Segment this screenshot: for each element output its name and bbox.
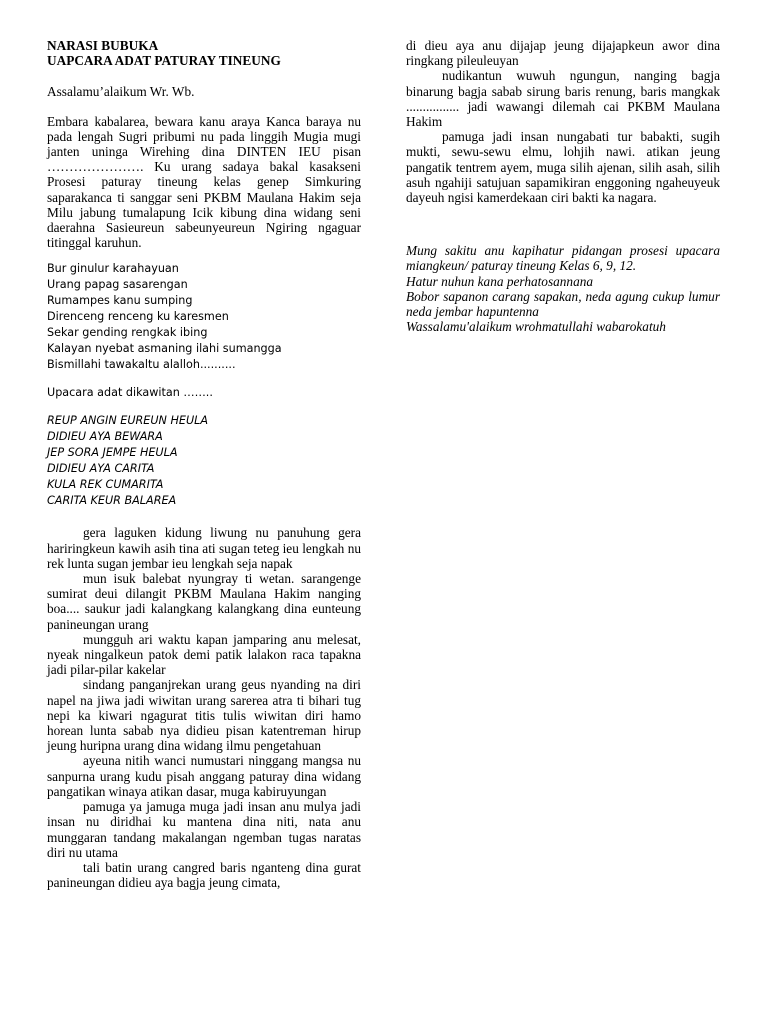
right-column: [406, 38, 720, 334]
title-line-1: NARASI BUBUKA: [47, 38, 159, 53]
intro-paragraph: Embara kabalarea, bewara kanu araya Kanca baraya nu pada lengah Sugri pribumi nu pada linggih Mugia mugi janten uninga Wirehing dina DINTEN IEU pisan …………………. Ku urang sadaya bakal kasakseni Prosesi paturay tineung kelas genep Simkuring saparakanca ti sanggar seni PKBM Maulana Hakim seja Milu jabung tumalapung Icik kibung dina widang seni daerahna Sasieureun sabeunyeureun Ngiring ngaguar titinggal karuhun.: [47, 113, 361, 251]
verse-paragraph: ayeuna nitih wanci numustari ninggang mangsa nu sanpurna urang kudu pisah anggang paturay dina widang pangatikan winaya atikan dasar, muga kabiruyungan: [47, 753, 361, 799]
greeting: Assalamu’alaikum Wr. Wb.: [47, 84, 195, 100]
poem-block: [47, 261, 361, 373]
poem-line: Sekar gending rengkak ibing: [47, 326, 208, 340]
verse-paragraph: nudikantun wuwuh ngungun, nanging bagja binarung bagja sabab sirung baris renung, baris mangkak ................ jadi wawangi dilemah cai PKBM Maulana Hakim: [406, 68, 720, 130]
chant-line: DIDIEU AYA CARITA: [47, 462, 155, 476]
verse-continuation: di dieu aya anu dijajap jeung dijajapkeun awor dina ringkang pileuleuyan: [406, 38, 720, 69]
document-title: [47, 38, 361, 68]
poem-line: Kalayan nyebat asmaning ilahi sumangga: [47, 342, 282, 356]
verse-paragraph: sindang panganjrekan urang geus nyanding na diri napel na jiwa jadi wiwitan urang sarerea atra ti bihari tug nepi ka kiwari ngagurat titis tulis wiwitan diri hamo horean lunta sabab nya didieu pisan katentreman hirup jeung huripna urang dina widang ilmu pengetahuan: [47, 677, 361, 754]
poem-line: Direnceng renceng ku karesmen: [47, 310, 229, 324]
closing-line: Bobor sapanon carang sapakan, neda agung cukup lumur neda jembar hapuntenna: [406, 288, 720, 320]
closing-line: Wassalamu'alaikum wrohmatullahi wabarokatuh: [406, 319, 666, 335]
chant-line: REUP ANGIN EUREUN HEULA: [47, 414, 209, 428]
closing-block: [406, 243, 720, 334]
chant-line: DIDIEU AYA BEWARA: [47, 430, 163, 444]
poem-line: Rumampes kanu sumping: [47, 294, 193, 308]
closing-line: Hatur nuhun kana perhatosannana: [406, 273, 594, 289]
closing-paragraph: Mung sakitu anu kapihatur pidangan prosesi upacara miangkeun/ paturay tineung Kelas 6, 9, 12.: [406, 243, 720, 274]
verse-paragraph: pamuga jadi insan nungabati tur babakti, sugih mukti, sewu-sewu elmu, lohjih nawi. atikan jeung pangatik tentrem ayem, muga silih ajenan, silih asah, silih asuh ngahiji satujuan sapamikiran enggoning ngaheuyeuk dayeuh ngisi kamerdekaan ciri bakti ka nagara.: [406, 129, 720, 206]
verse-paragraph: gera laguken kidung liwung nu panuhung gera hariringkeun kawih asih tina ati sugan teteg ieu lengkah nu rek lunta sugan jembar ieu lengkah seja napak: [47, 525, 361, 571]
poem-line: Urang papag sasarengan: [47, 278, 188, 292]
chant-line: CARITA KEUR BALAREA: [47, 494, 177, 508]
verse-paragraph: tali batin urang cangred baris nganteng dina gurat panineungan didieu aya bagja jeung cimata,: [47, 859, 361, 891]
opening-line: Upacara adat dikawitan ……..: [47, 386, 213, 400]
right-verses-block: [406, 38, 720, 205]
chant-line: KULA REK CUMARITA: [47, 478, 164, 492]
left-column: [47, 38, 361, 890]
verses-block: [47, 525, 361, 890]
poem-line: Bismillahi tawakaltu alalloh..........: [47, 358, 236, 372]
verse-paragraph: mun isuk balebat nyungray ti wetan. sarangenge sumirat deui dilangit PKBM Maulana Hakim nanging boa.... saukur jadi kalangkang kalangkang dina eunteung panineungan urang: [47, 571, 361, 632]
poem-line: Bur ginulur karahayuan: [47, 262, 179, 276]
title-line-2: UAPCARA ADAT PATURAY TINEUNG: [47, 53, 281, 69]
chant-line: JEP SORA JEMPE HEULA: [47, 446, 178, 460]
verse-paragraph: pamuga ya jamuga muga jadi insan anu mulya jadi insan nu diridhai ku mantena dina niti, nata anu munggaran tandang makalangan ngemban tugas naratas diri nu utama: [47, 799, 361, 860]
chant-block: [47, 413, 361, 509]
verse-paragraph: mungguh ari waktu kapan jamparing anu melesat, nyeak ningalkeun patok demi patik lalakon raca tapakna jadi pilar-pilar kakelar: [47, 631, 361, 678]
